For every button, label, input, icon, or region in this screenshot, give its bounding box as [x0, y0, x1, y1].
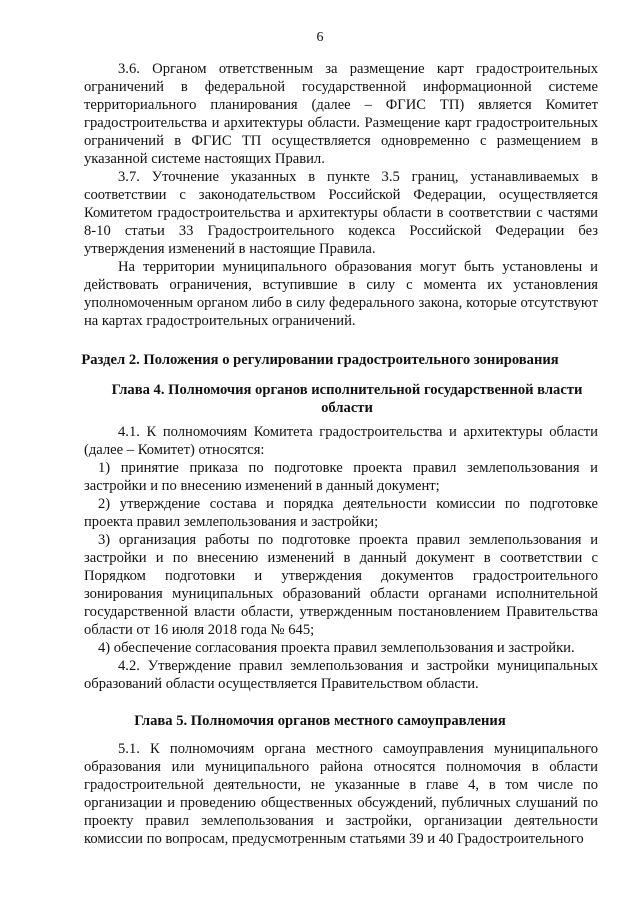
list-item-2: 2) утверждение состава и порядка деятельности комиссии по подготовке проекта правил землепользования и застройки;: [84, 496, 598, 530]
chapter-4-heading: Глава 4. Полномочия органов исполнительной государственной власти области: [111, 382, 583, 416]
paragraph-4-2: 4.2. Утверждение правил землепользования и застройки муниципальных образований области осуществляется Правительством области.: [84, 658, 598, 692]
chapter-4-block: [84, 423, 598, 693]
paragraph-restrictions: На территории муниципального образования могут быть установлены и действовать ограничения, вступившие в силу с момента их установления уполномоченным органом либо в силу федерального закона, которые отсутствуют на картах градостроительных ограничений.: [84, 259, 598, 329]
section-3-block: [84, 60, 598, 330]
paragraph-3-7: 3.7. Уточнение указанных в пункте 3.5 границ, устанавливаемых в соответствии с законодательством Российской Федерации, осуществляется Комитетом градостроительства и архитектуры области в соответствии с частями 8-10 статьи 33 Градостроительного кодекса Российской Федерации без утверждения изменений в настоящие Правила.: [84, 169, 598, 257]
page-number: 6: [316, 30, 324, 45]
list-item-4: 4) обеспечение согласования проекта правил землепользования и застройки.: [98, 640, 575, 656]
list-item-1: 1) принятие приказа по подготовке проекта правил землепользования и застройки и по внесению изменений в данный документ;: [84, 460, 598, 494]
paragraph-3-6: 3.6. Органом ответственным за размещение карт градостроительных ограничений в федеральной государственной информационной системе территориального планирования (далее – ФГИС ТП) является Комитет градостроительства и архитектуры области. Размещение карт градостроительных ограничений в ФГИС ТП осуществляется одновременно с размещением в указанной системе настоящих Правил.: [84, 61, 598, 167]
paragraph-5-1: 5.1. К полномочиям органа местного самоуправления муниципального образования или муниципального района относятся полномочия в области градостроительной деятельности, не указанные в главе 4, в том числе по организации и проведению общественных обсуждений, публичных слушаний по проекту правил землепользования и застройки, организации деятельности комиссии по вопросам, предусмотренным статьями 39 и 40 Градостроительного: [84, 741, 598, 847]
chapter-5-block: [84, 740, 598, 848]
list-item-3: 3) организация работы по подготовке проекта правил землепользования и застройки и по внесению изменений в данный документ в соответствии с Порядком подготовки и утверждения документов градостроительного зонирования муниципальных образований области органами исполнительной государственной власти области, утвержденным постановлением Правительства области от 16 июля 2018 года № 645;: [84, 532, 598, 638]
section-2-heading: Раздел 2. Положения о регулировании градостроительного зонирования: [81, 352, 559, 368]
chapter-5-heading: Глава 5. Полномочия органов местного самоуправления: [134, 713, 506, 729]
paragraph-4-1: 4.1. К полномочиям Комитета градостроительства и архитектуры области (далее – Комитет) относятся:: [84, 424, 598, 458]
